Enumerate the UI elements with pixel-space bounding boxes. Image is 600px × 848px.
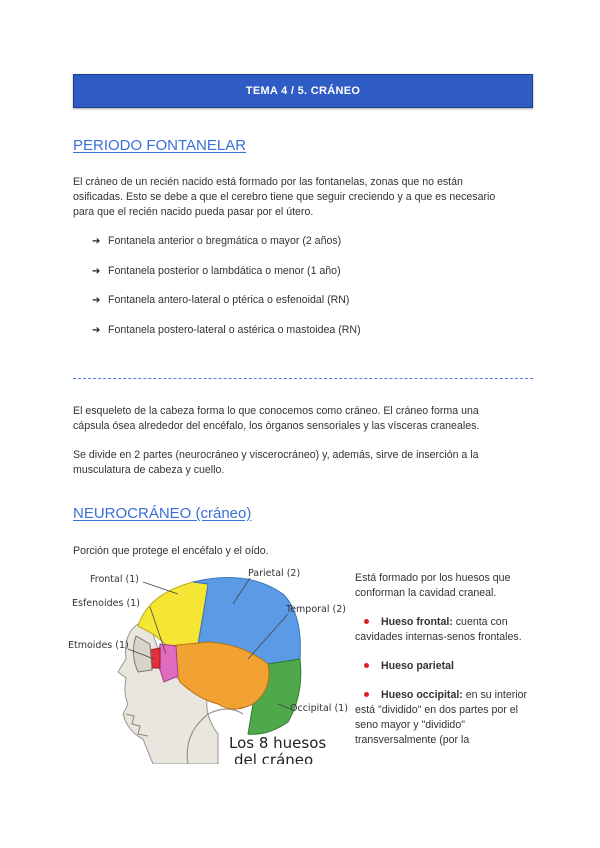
label-temporal: Temporal (2): [286, 604, 346, 615]
label-parietal: Parietal (2): [248, 568, 301, 579]
label-frontal: Frontal (1): [90, 574, 139, 585]
skeleton-paragraph: [73, 404, 528, 434]
figure-caption-line: del cráneo: [234, 751, 314, 764]
bullet-dot-icon: [364, 619, 369, 624]
list-item-text: Fontanela postero-lateral o astérica o mastoidea (RN): [108, 323, 361, 336]
arrow-icon: ➔: [92, 295, 101, 306]
intro-line: osificadas. Esto se debe a que el cerebro tiene que seguir creciendo y a que es necesario: [73, 191, 496, 203]
paragraph-line: cápsula ósea alrededor del encéfalo, los órganos sensoriales y las vísceras craneales.: [73, 420, 480, 432]
list-item: [92, 233, 361, 263]
label-occipital: Occipital (1): [290, 703, 348, 714]
fontanela-list: [92, 233, 361, 351]
intro-line: El cráneo de un recién nacido está formado por las fontanelas, zonas que no están: [73, 176, 463, 188]
bone-item-text: en su interior está "dividido" en dos partes por el seno mayor y "dividido" transversalmente (por la: [355, 689, 528, 746]
skull-figure: [68, 564, 353, 764]
heading-neurocraneo: NEUROCRÁNEO (cráneo): [73, 505, 252, 522]
list-item: [92, 292, 361, 322]
neurocraneo-intro: Porción que protege el encéfalo y el oído.: [73, 545, 269, 557]
list-item-text: Fontanela anterior o bregmática o mayor (2 años): [108, 235, 342, 247]
intro-paragraph: [73, 175, 528, 220]
paragraph-line: musculatura de cabeza y cuello.: [73, 464, 225, 476]
list-item: [92, 263, 361, 293]
list-item: [92, 322, 361, 352]
list-item-text: Fontanela antero-lateral o ptérica o esfenoidal (RN): [108, 294, 350, 306]
label-esfenoides: Esfenoides (1): [72, 598, 140, 609]
label-etmoides: Etmoides (1): [68, 640, 129, 651]
title-banner-text: TEMA 4 / 5. CRÁNEO: [245, 85, 361, 97]
division-paragraph: [73, 448, 528, 478]
pointer-frontal: [143, 582, 178, 594]
bone-item: [355, 615, 530, 645]
bone-item-title: Hueso occipital:: [381, 689, 463, 701]
arrow-icon: ➔: [92, 236, 101, 247]
bullet-dot-icon: [364, 663, 369, 668]
dashed-divider: [73, 378, 533, 379]
bone-item-text: cuenta con cavidades internas-senos frontales.: [355, 616, 522, 643]
bone-item-title: Hueso parietal: [381, 660, 455, 672]
paragraph-line: El esqueleto de la cabeza forma lo que conocemos como cráneo. El cráneo forma una: [73, 405, 479, 417]
bone-item: [355, 688, 530, 748]
bone-item-title: Hueso frontal:: [381, 616, 453, 628]
list-item-text: Fontanela posterior o lambdática o menor (1 año): [108, 264, 341, 277]
bone-item: [355, 659, 530, 674]
heading-periodo-fontanelar: PERIODO FONTANELAR: [73, 137, 247, 154]
arrow-icon: ➔: [92, 265, 101, 277]
figure-caption-line: Los 8 huesos: [229, 734, 327, 752]
bullet-dot-icon: [364, 692, 369, 697]
side-intro: Está formado por los huesos que conforman la cavidad craneal.: [355, 572, 511, 599]
paragraph-line: Se divide en 2 partes (neurocráneo y viscerocráneo) y, además, sirve de inserción a la: [73, 449, 479, 461]
title-banner: [73, 74, 533, 108]
arrow-icon: ➔: [92, 324, 101, 336]
intro-line: para que el recién nacido pueda pasar por el útero.: [73, 206, 314, 218]
neurocraneo-side-text: [355, 571, 530, 762]
